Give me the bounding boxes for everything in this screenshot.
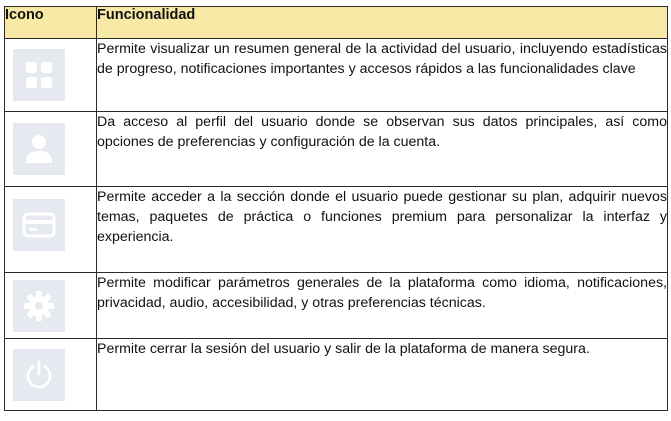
table-row (5, 273, 668, 339)
icon-cell (5, 339, 97, 411)
header-function: Funcionalidad (97, 7, 668, 39)
icon-cell (5, 39, 97, 112)
credit-card-icon (13, 199, 65, 251)
row-description: Permite acceder a la sección donde el usuario puede gestionar su plan, adquirir nuevos temas, paquetes de práctica o funciones premium para personalizar la interfaz y experiencia. (97, 187, 668, 273)
row-description: Permite modificar parámetros generales de la plataforma como idioma, notificaciones, privacidad, audio, accesibilidad, y otras preferencias técnicas. (97, 273, 668, 339)
dashboard-grid-icon (13, 49, 65, 101)
functionality-table (4, 6, 668, 411)
table-row (5, 187, 668, 273)
table-row (5, 112, 668, 187)
icon-cell (5, 112, 97, 187)
table-row (5, 39, 668, 112)
icon-cell (5, 187, 97, 273)
icon-cell (5, 273, 97, 339)
table-row (5, 339, 668, 411)
gear-icon (13, 280, 65, 332)
row-description: Permite cerrar la sesión del usuario y salir de la plataforma de manera segura. (97, 339, 668, 411)
table-header-row (5, 7, 668, 39)
power-icon (13, 349, 65, 401)
row-description: Da acceso al perfil del usuario donde se observan sus datos principales, así como opciones de preferencias y configuración de la cuenta. (97, 112, 668, 187)
header-icon: Icono (5, 7, 97, 39)
row-description: Permite visualizar un resumen general de la actividad del usuario, incluyendo estadísticas de progreso, notificaciones importantes y accesos rápidos a las funcionalidades clave (97, 39, 668, 112)
user-profile-icon (13, 123, 65, 175)
